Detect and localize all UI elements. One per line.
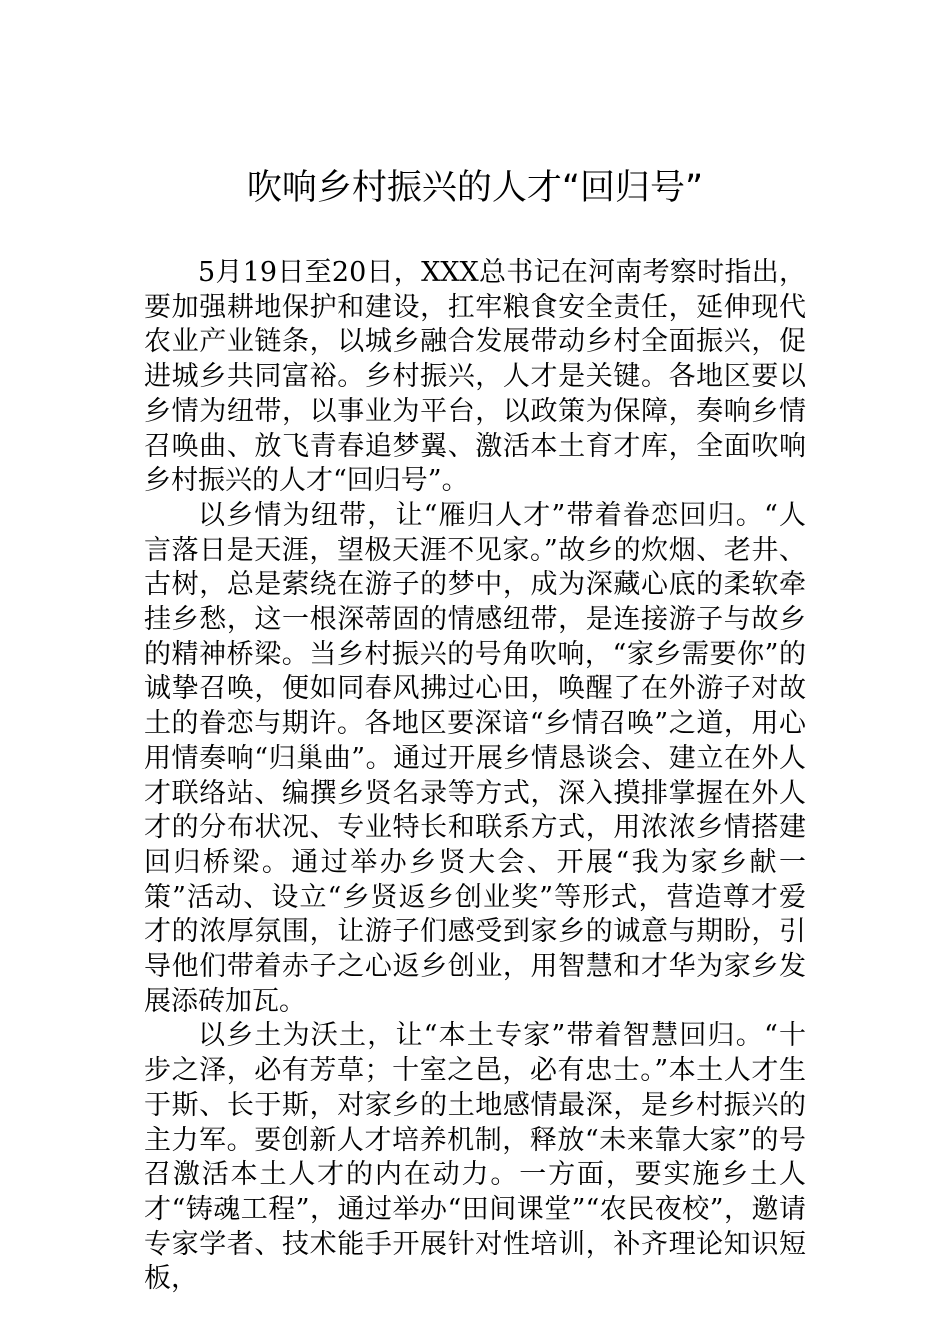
paragraph-2: 以乡情为纽带，让“雁归人才”带着眷恋回归。“人言落日是天涯，望极天涯不见家。”故乡的炊烟、老井、古树，总是萦绕在游子的梦中，成为深藏心底的柔软牵挂乡愁，这一根深蒂固的情感纽带，是连接游子与故乡的精神桥梁。当乡村振兴的号角吹响，“家乡需要你”的诚挚召唤，便如同春风拂过心田，唤醒了在外游子对故土的眷恋与期许。各地区要深谙“乡情召唤”之道，用心用情奏响“归巢曲”。通过开展乡情恳谈会、建立在外人才联络站、编撰乡贤名录等方式，深入摸排掌握在外人才的分布状况、专业特长和联系方式，用浓浓乡情搭建回归桥梁。通过举办乡贤大会、开展“我为家乡献一策”活动、设立“乡贤返乡创业奖”等形式，营造尊才爱才的浓厚氛围，让游子们感受到家乡的诚意与期盼，引导他们带着赤子之心返乡创业，用智慧和才华为家乡发展添砖加瓦。 (144, 499, 806, 1017)
paragraph-1: 5月19日至20日，XXX总书记在河南考察时指出，要加强耕地保护和建设，扛牢粮食安全责任，延伸现代农业产业链条，以城乡融合发展带动乡村全面振兴，促进城乡共同富裕。乡村振兴，人才是关键。各地区要以乡情为纽带，以事业为平台，以政策为保障，奏响乡情召唤曲、放飞青春追梦翼、激活本土育才库，全面吹响乡村振兴的人才“回归号”。 (144, 257, 806, 497)
document-body (144, 256, 806, 1297)
document-title: 吹响乡村振兴的人才“回归号” (246, 168, 704, 208)
paragraph-3: 以乡土为沃土，让“本土专家”带着智慧回归。“十步之泽，必有芳草；十室之邑，必有忠士。”本土人才生于斯、长于斯，对家乡的土地感情最深，是乡村振兴的主力军。要创新人才培养机制，释放“未来靠大家”的号召激活本土人才的内在动力。一方面，要实施乡土人才“铸魂工程”，通过举办“田间课堂”“农民夜校”，邀请专家学者、技术能手开展针对性培训，补齐理论知识短板， (144, 1020, 806, 1295)
